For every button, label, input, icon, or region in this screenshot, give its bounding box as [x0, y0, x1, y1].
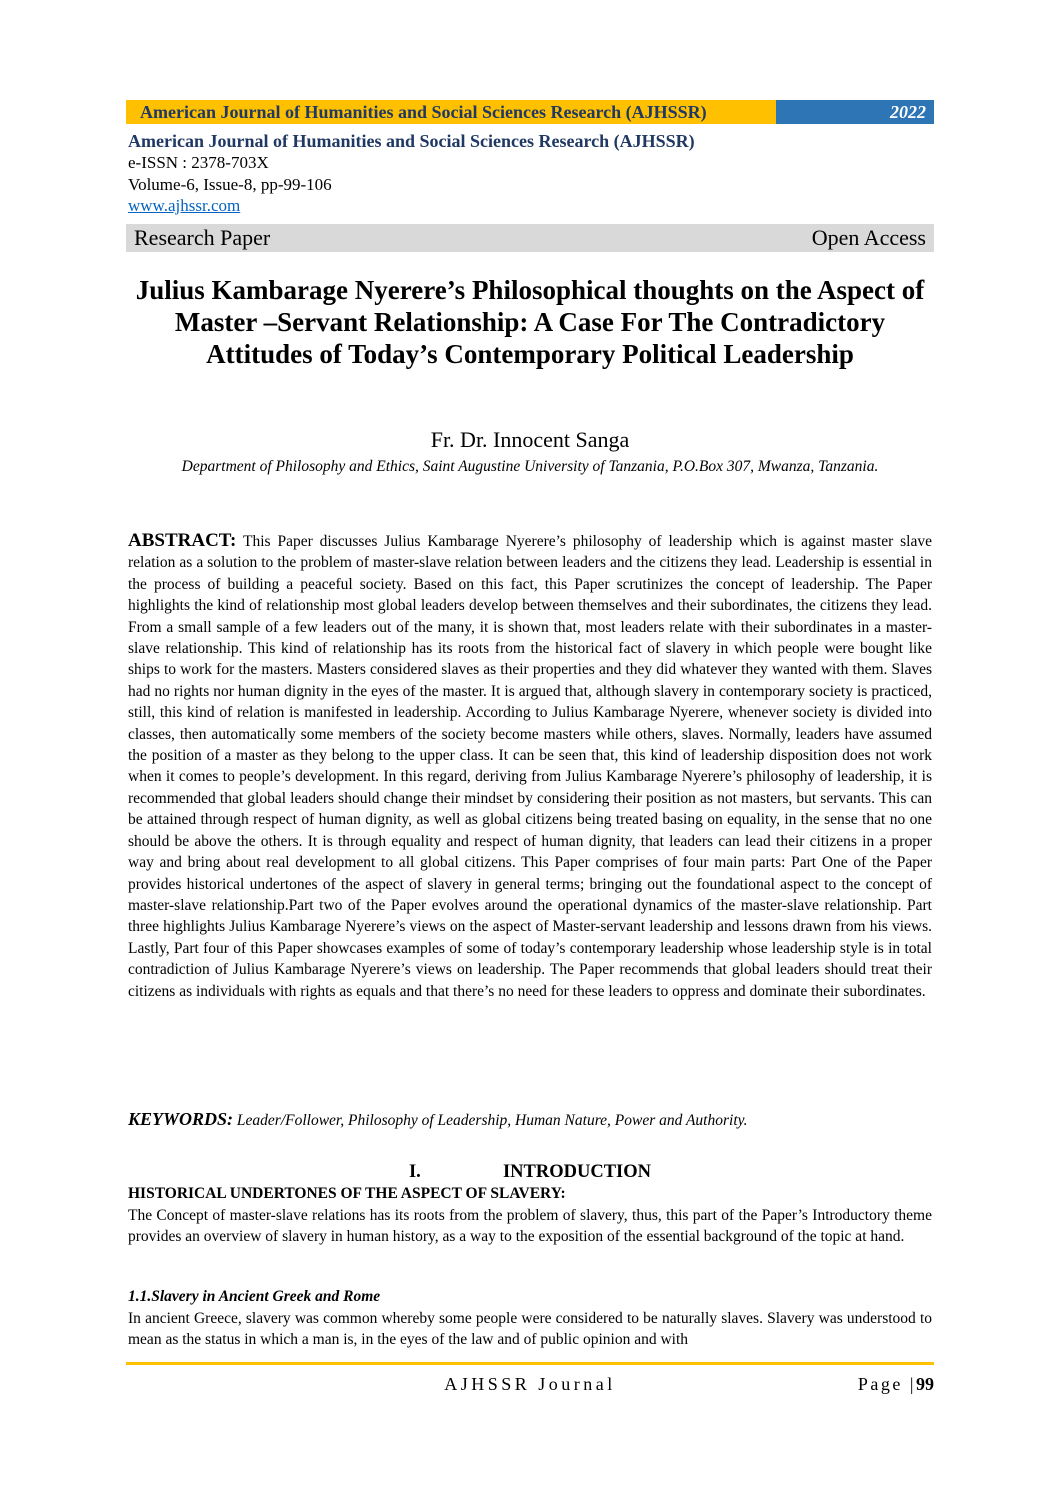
- footer-page-number: 99: [916, 1374, 934, 1394]
- paper-author: Fr. Dr. Innocent Sanga: [430, 427, 630, 452]
- footer-journal: AJHSSR Journal: [444, 1374, 616, 1394]
- section-number: I.: [408, 1162, 421, 1182]
- keywords-text: Leader/Follower, Philosophy of Leadership, Human Nature, Power and Authority.: [233, 1112, 748, 1129]
- abstract-text: This Paper discusses Julius Kambarage Nyerere’s philosophy of leadership which is against master slave relation as a solution to the problem of master-slave relation between leaders and the citizens they lead. Leadership is essential in the process of building a peaceful society. Based on this fact, this Paper scrutinizes the concept of leadership. The Paper highlights the kind of relationship most global leaders develop between themselves and their subordinates, the citizens they lead. From a small sample of a few leaders out of the many, it is shown that, most leaders relate with their subordinates in a master-slave relationship. This kind of relationship has its roots from the historical fact of slavery in which people were bought like ships to work for the masters. Masters considered slaves as their properties and they did whatever they wanted with them. Slaves had no rights nor human dignity in the eyes of the master. It is argued that, although slavery in contemporary society is practiced, still, this kind of relation is manifested in leadership. According to Julius Kambarage Nyerere, whenever society is divided into classes, then automatically some members of the society become masters while others, slaves. Normally, leaders have assumed the position of a master as they belong to the upper class. It can be seen that, this kind of leadership disposition does not work when it comes to people’s development. In this regard, deriving from Julius Kambarage Nyerere’s philosophy of leadership, it is recommended that global leaders should change their mindset by considering their position as not masters, but servants. This can be attained through respect of human dignity, as well as global citizens being treated basing on equality, in the sense that no one should be above the others. It is through equality and respect of human dignity, that leaders can lead their citizens in a proper way and bring about real development to all global citizens. This Paper comprises of four main parts: Part One of the Paper provides historical undertones of the aspect of slavery in general terms; bringing out the foundational aspect to the concept of master-slave relationship.Part two of the Paper evolves around the operational dynamics of the master-slave relationship. Part three highlights Julius Kambarage Nyerere’s views on the aspect of Master-servant leadership and lessons drawn from his views. Lastly, Part four of this Paper showcases examples of some of today’s contemporary leadership whose leadership style is in total contradiction of Julius Kambarage Nyerere’s views on leadership. The Paper recommends that global leaders should treat their citizens as individuals with rights as equals and that there’s no need for these leaders to oppress and dominate their subordinates.: [128, 533, 932, 1000]
- access-type: Open Access: [811, 225, 926, 250]
- running-header: [126, 100, 934, 124]
- keywords-label: KEYWORDS:: [128, 1109, 234, 1129]
- article-type: Research Paper: [134, 225, 271, 250]
- section-title: INTRODUCTION: [502, 1162, 652, 1182]
- running-header-journal: American Journal of Humanities and Social Sciences Research (AJHSSR): [126, 100, 776, 124]
- journal-meta: [128, 130, 934, 216]
- abstract-label: ABSTRACT:: [128, 530, 237, 551]
- journal-website-link[interactable]: www.ajhssr.com: [128, 196, 241, 215]
- page-footer: [126, 1372, 934, 1396]
- subsection-heading-1-1: 1.1.Slavery in Ancient Greek and Rome: [128, 1288, 381, 1305]
- abstract: [128, 530, 932, 1002]
- running-header-year: 2022: [776, 100, 934, 124]
- section-heading-introduction: [126, 1161, 934, 1183]
- subsection-paragraph-1-1: In ancient Greece, slavery was common whereby some people were considered to be naturally slaves. Slavery was understood to mean as the status in which a man is, in the eyes of the law and of public opinion and with: [128, 1310, 932, 1349]
- introduction-paragraph: The Concept of master-slave relations has its roots from the problem of slavery, thus, this part of the Paper’s Introductory theme provides an overview of slavery in human history, as a way to the exposition of the essential background of the topic at hand.: [128, 1207, 932, 1246]
- meta-issn: e-ISSN : 2378-703X: [128, 153, 269, 172]
- keywords: [128, 1108, 932, 1132]
- article-type-bar: [126, 224, 934, 252]
- meta-journal-name: American Journal of Humanities and Social Sciences Research (AJHSSR): [128, 131, 695, 151]
- footer-page: [858, 1372, 934, 1396]
- author-affiliation: Department of Philosophy and Ethics, Saint Augustine University of Tanzania, P.O.Box 307, Mwanza, Tanzania.: [181, 458, 879, 475]
- subheading-historical-undertones: HISTORICAL UNDERTONES OF THE ASPECT OF SLAVERY:: [128, 1185, 566, 1202]
- paper-title: Julius Kambarage Nyerere’s Philosophical thoughts on the Aspect of Master –Servant Relationship: A Case For The Contradictory Attitudes of Today’s Contemporary Political Leadership: [135, 275, 925, 369]
- meta-volume: Volume-6, Issue-8, pp-99-106: [128, 175, 332, 194]
- footer-divider: [126, 1362, 934, 1365]
- footer-page-label: Page |: [857, 1374, 916, 1394]
